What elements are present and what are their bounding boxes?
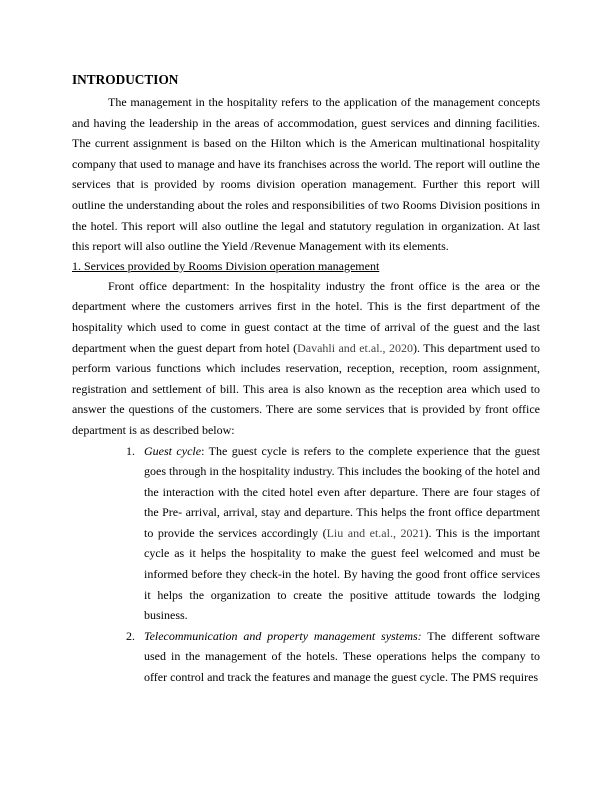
paragraph-text: ). This department used to perform various functions which includes reservation, reception, reception, room assignment, registration and settlement of bill. This area is also known as the reception area which used to answer the questions of the customers. There are some services that is provided by front office department is as described below: — [72, 340, 540, 437]
page-title: INTRODUCTION — [72, 72, 179, 87]
list-item-term: Telecommunication and property management systems: — [144, 628, 422, 643]
list-item-body: : The guest cycle is refers to the complete experience that the guest goes through in the hospitality industry. This includes the booking of the hotel and the interaction with the cited hotel even after departure. There are four stages of the Pre- arrival, arrival, stay and departure. This helps the front office department to provide the services accordingly ( — [144, 443, 540, 540]
list-item-body: ). This is the important cycle as it helps the hospitality to make the guest feel welcomed and must be informed before they check-in the hotel. By having the good front office services it helps the organization to create the positive attitude towards the lodging business. — [144, 525, 541, 623]
list-item-term: Guest cycle — [144, 443, 202, 458]
list-item — [126, 626, 540, 688]
section-heading: 1. Services provided by Rooms Division operation management — [72, 258, 380, 273]
list-item-text — [144, 626, 540, 688]
citation: Liu and et.al., 2021 — [326, 525, 425, 540]
front-office-paragraph — [72, 276, 540, 441]
list-item — [126, 441, 541, 626]
list-number: 2. — [126, 628, 135, 643]
citation: Davahli and et.al., 2020 — [297, 340, 413, 355]
intro-paragraph: The management in the hospitality refers to the application of the management concepts and having the leadership in the areas of accommodation, guest services and dinning facilities. The current assignment is based on the Hilton which is the American multinational hospitality company that used to manage and have its franchises across the world. The report will outline the services that is provided by rooms division operation management. Further this report will outline the understanding about the roles and responsibilities of two Rooms Division positions in the hotel. This report will also outline the legal and statutory regulation in organization. At last this report will also outline the Yield /Revenue Management with its elements. — [72, 95, 540, 254]
services-list — [72, 441, 540, 688]
paragraph-text: Front office department: In the hospitality industry the front office is the area or the department where the customers arrives first in the hotel. This is the first department of the hospitality which used to come in guest contact at the time of arrival of the guest and the last department when the guest depart from hotel ( — [72, 278, 540, 355]
document-page — [72, 70, 540, 688]
list-number: 1. — [126, 443, 135, 458]
list-item-body: The different software used in the management of the hotels. These operations helps the company to offer control and track the features and manage the guest cycle. The PMS requires — [144, 628, 540, 685]
list-item-text — [144, 441, 540, 626]
